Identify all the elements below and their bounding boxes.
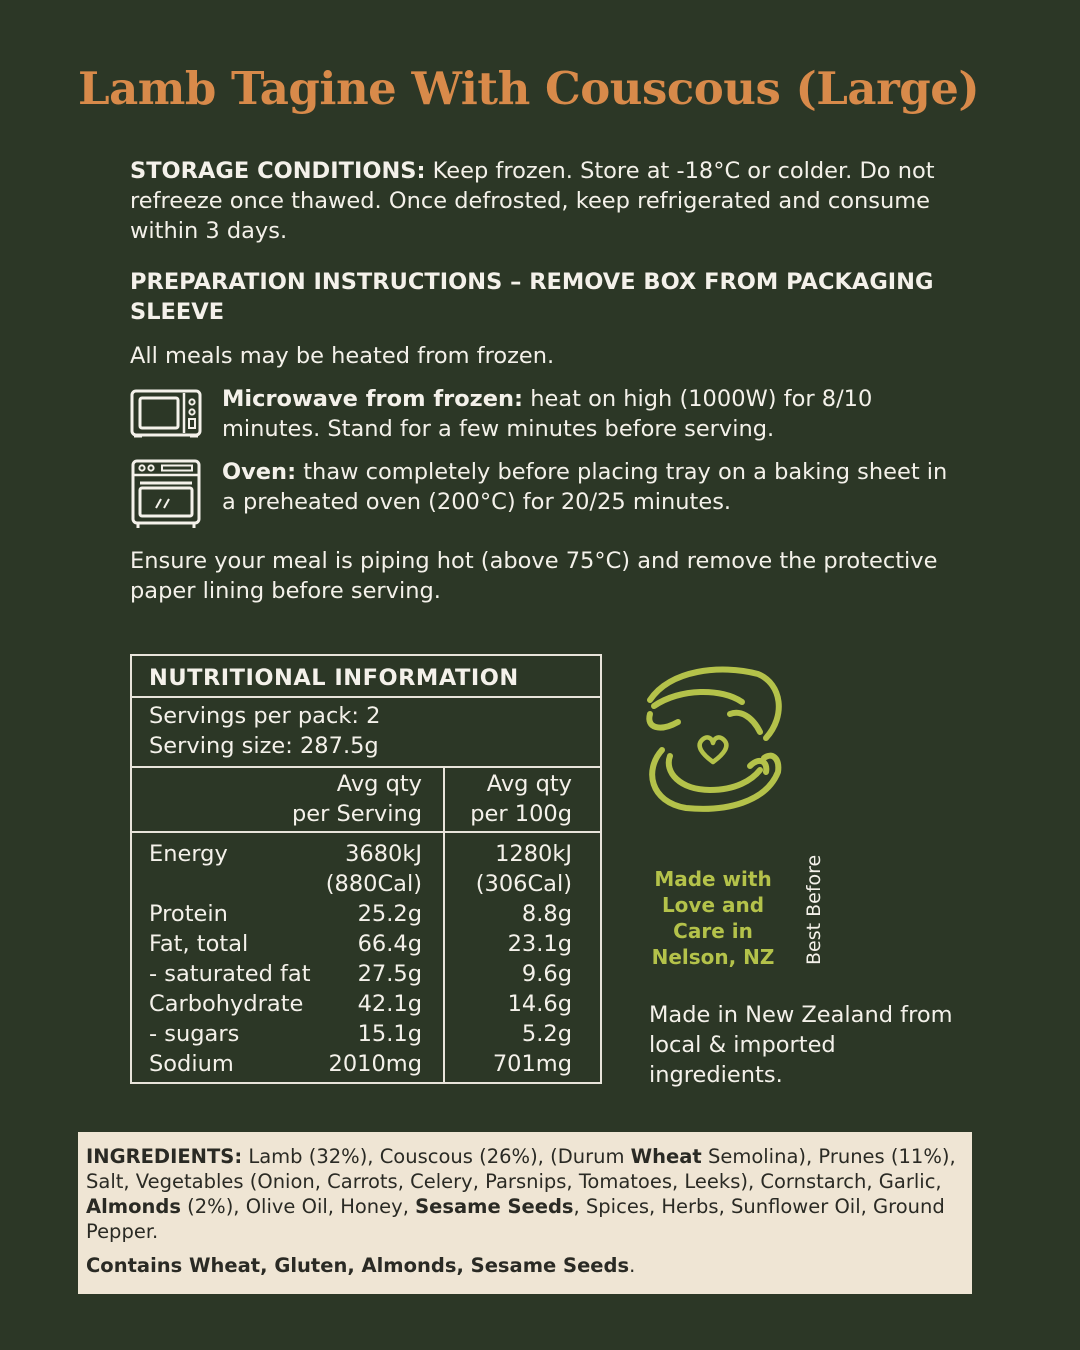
- row-label: Carbohydrate: [149, 991, 304, 1017]
- microwave-instructions: [222, 384, 962, 444]
- row-label: - sugars: [149, 1021, 240, 1047]
- page-title: Lamb Tagine With Couscous (Large): [78, 62, 980, 115]
- table-row: [132, 959, 600, 989]
- per-serving-value: 66.4g: [357, 931, 422, 957]
- per-serving-value: 3680kJ: [345, 841, 422, 867]
- best-before-label: Best Before: [803, 854, 825, 965]
- ingredients-text: (2%), Olive Oil, Honey,: [180, 1195, 416, 1218]
- nutrition-rows: [132, 839, 600, 1079]
- column-header-line: per 100g: [470, 801, 572, 827]
- per-serving-value: 2010mg: [328, 1051, 422, 1077]
- table-row: [132, 1019, 600, 1049]
- badge-line: Made with: [654, 867, 772, 891]
- column-header-line: Avg qty: [336, 771, 422, 797]
- per-serving-value: 15.1g: [357, 1021, 422, 1047]
- serving-info: [149, 701, 380, 761]
- per-100g-value: (306Cal): [475, 871, 572, 897]
- ingredients-list: [86, 1144, 964, 1244]
- allergen-wheat: Wheat: [630, 1145, 702, 1168]
- preparation-heading: PREPARATION INSTRUCTIONS – REMOVE BOX FROM PACKAGING SLEEVE: [130, 269, 934, 325]
- row-label: Sodium: [149, 1051, 234, 1077]
- ingredients-text: Lamb (32%), Couscous (26%), (Durum: [242, 1145, 631, 1168]
- column-header-line: Avg qty: [486, 771, 572, 797]
- per-100g-value: 8.8g: [521, 901, 572, 927]
- made-with-love-badge: [640, 866, 786, 970]
- allergen-almonds: Almonds: [86, 1195, 181, 1218]
- nutrition-header: [132, 656, 600, 698]
- microwave-label: Microwave from frozen:: [222, 386, 524, 412]
- all-meals-text: All meals may be heated from frozen.: [130, 343, 555, 369]
- microwave-text: heat on high (1000W) for 8/10 minutes. Stand for a few minutes before serving.: [222, 386, 873, 442]
- table-row: [132, 839, 600, 869]
- ensure-text: Ensure your meal is piping hot (above 75°C) and remove the protective paper lining before serving.: [130, 548, 938, 604]
- nutrition-table: [130, 654, 602, 1084]
- table-row: [132, 899, 600, 929]
- contains-end: .: [629, 1254, 636, 1277]
- storage-conditions: [130, 156, 960, 246]
- contains-text: Contains Wheat, Gluten, Almonds, Sesame Seeds: [86, 1254, 630, 1277]
- ingredients-label: INGREDIENTS:: [86, 1145, 243, 1168]
- per-100g-value: 9.6g: [521, 961, 572, 987]
- per-serving-value: 27.5g: [357, 961, 422, 987]
- row-label: Fat, total: [149, 931, 249, 957]
- per-serving-value: 25.2g: [357, 901, 422, 927]
- row-label: - saturated fat: [149, 961, 311, 987]
- per-serving-value: 42.1g: [357, 991, 422, 1017]
- row-label: Protein: [149, 901, 228, 927]
- table-divider: [132, 831, 600, 833]
- column-header-line: per Serving: [291, 801, 422, 827]
- badge-line: Love and: [661, 893, 765, 917]
- ingredients-text: , Spices, Herbs, Sunflower Oil, Ground Pepper.: [86, 1195, 945, 1243]
- row-label: Energy: [149, 841, 228, 867]
- nutrition-heading: NUTRITIONAL INFORMATION: [149, 665, 519, 691]
- column-header-per-serving: [222, 769, 422, 829]
- microwave-icon: [130, 389, 202, 439]
- allergen-sesame: Sesame Seeds: [415, 1195, 574, 1218]
- made-in-nz-text: Made in New Zealand from local & imported ingredients.: [649, 1002, 953, 1088]
- per-100g-value: 1280kJ: [495, 841, 572, 867]
- oven-text: thaw completely before placing tray on a baking sheet in a preheated oven (200°C) for 20/25 minutes.: [222, 459, 948, 515]
- table-row: [132, 929, 600, 959]
- table-divider: [132, 766, 600, 768]
- per-serving-value: (880Cal): [325, 871, 422, 897]
- table-row: [132, 989, 600, 1019]
- badge-line: Care in: [673, 919, 753, 943]
- per-100g-value: 14.6g: [507, 991, 572, 1017]
- servings-per-pack: Servings per pack: 2: [149, 703, 381, 729]
- table-row: [132, 869, 600, 899]
- storage-text: Keep frozen. Store at -18°C or colder. Do not refreeze once thawed. Once defrosted, keep refrigerated and consume within 3 days.: [130, 158, 935, 244]
- badge-line: Nelson, NZ: [651, 945, 775, 969]
- table-row: [132, 1049, 600, 1079]
- ingredients-text: Semolina), Prunes (11%), Salt, Vegetables (Onion, Carrots, Celery, Parsnips, Tomatoes, Leeks), Cornstarch, Garlic,: [86, 1145, 956, 1193]
- oven-icon: [130, 458, 202, 530]
- per-100g-value: 701mg: [492, 1051, 572, 1077]
- hands-heart-icon: [640, 662, 786, 812]
- column-header-per-100g: [432, 769, 572, 829]
- storage-label: STORAGE CONDITIONS:: [130, 158, 426, 184]
- oven-label: Oven:: [222, 459, 297, 485]
- per-100g-value: 23.1g: [507, 931, 572, 957]
- ingredients-panel: [78, 1132, 972, 1294]
- allergen-statement: [86, 1253, 964, 1278]
- serving-size: Serving size: 287.5g: [149, 733, 379, 759]
- oven-instructions: [222, 457, 962, 517]
- per-100g-value: 5.2g: [521, 1021, 572, 1047]
